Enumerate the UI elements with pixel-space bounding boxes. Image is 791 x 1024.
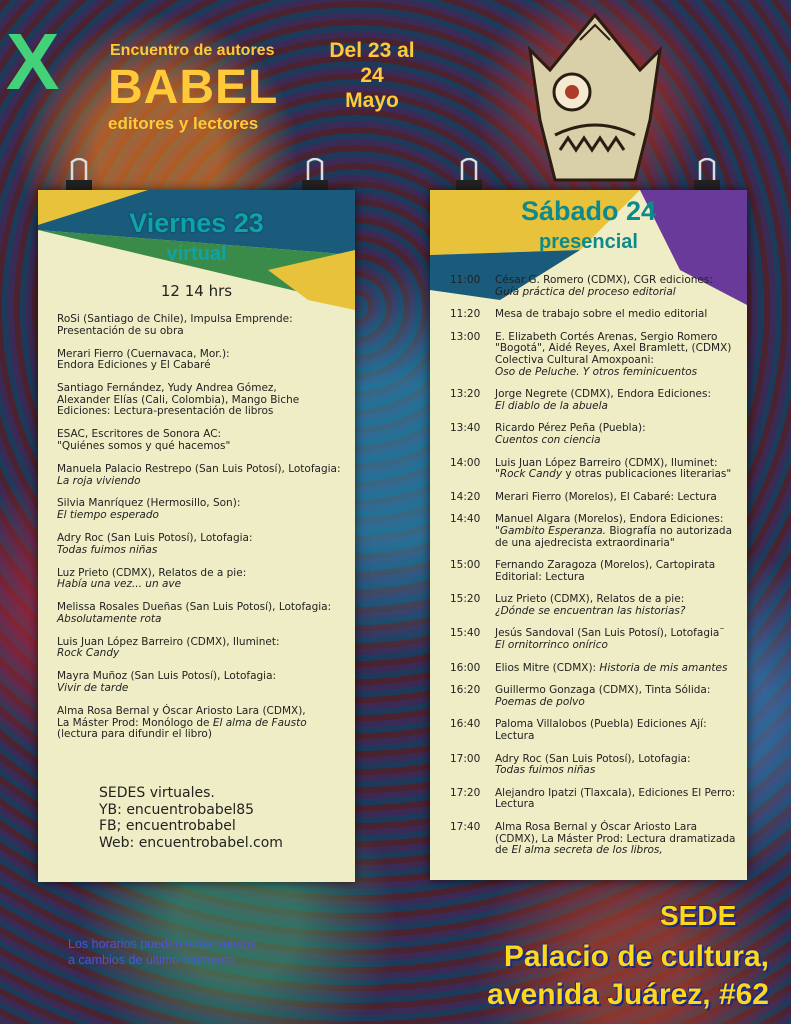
list-item: 16:20 Guillermo Gonzaga (CDMX), Tinta Sólida: Poemas de polvo (450, 684, 711, 708)
saturday-program (450, 275, 742, 857)
list-item: 14:40 Manuel Algara (Morelos), Endora Ediciones: "Gambito Esperanza. Biografía no autorizada de una ajedrecista extraordinaria" (450, 513, 733, 549)
friday-program (57, 314, 347, 752)
fish-illustration (520, 10, 670, 190)
list-item: Alma Rosa Bernal y Óscar Ariosto Lara (CDMX), La Máster Prod: Monólogo de El alma de Fausto (lectura para difundir el libro) (57, 704, 307, 741)
friday-subtitle: virtual (166, 243, 227, 265)
list-item: Merari Fierro (Cuernavaca, Mor.): Endora Ediciones y El Cabaré (57, 347, 230, 372)
list-item: Luis Juan López Barreiro (CDMX), Iluminet: Rock Candy (57, 635, 280, 660)
list-item: 13:20 Jorge Negrete (CDMX), Endora Ediciones: El diablo de la abuela (450, 388, 712, 412)
youtube-channel: YB: encuentrobabel85 (99, 801, 255, 818)
event-name: BABEL (108, 61, 279, 114)
virtual-venues (99, 785, 283, 851)
sedes-title: SEDES virtuales. (99, 785, 215, 801)
list-item: 15:40 Jesús Sandoval (San Luis Potosí), Lotofagia¨ El ornitorrinco onírico (450, 627, 725, 652)
saturday-subtitle: presencial (539, 231, 638, 253)
list-item: RoSi (Santiago de Chile), Impulsa Emprende: Presentación de su obra (57, 313, 293, 337)
list-item: Luz Prieto (CDMX), Relatos de a pie: Había una vez... un ave (57, 566, 247, 591)
list-item: Santiago Fernández, Yudy Andrea Gómez, Alexander Elías (Cali, Colombia), Mango Biche Ediciones: Lectura-presentación de libros (57, 382, 300, 418)
list-item: 17:20 Alejandro Ipatzi (Tlaxcala), Ediciones El Perro: Lectura (450, 786, 736, 811)
list-item: 13:40 Ricardo Pérez Peña (Puebla): Cuentos con ciencia (450, 422, 646, 446)
event-dates (312, 38, 432, 114)
list-item: ESAC, Escritores de Sonora AC: "Quiénes somos y qué hacemos" (57, 428, 231, 452)
list-item: Manuela Palacio Restrepo (San Luis Potosí), Lotofagia: La roja viviendo (57, 462, 341, 487)
list-item: 13:00 E. Elizabeth Cortés Arenas, Sergio Romero "Bogotá", Aidé Reyes, Axel Bramlett, (CDMX) Colectiva Cultural Amoxpoani: Oso de Peluche. Y otros feminicuentos (450, 330, 732, 378)
event-line-bottom: editores y lectores (108, 114, 259, 133)
list-item: 11:00 César G. Romero (CDMX), CGR ediciones: Guía práctica del proceso editorial (450, 274, 713, 298)
event-line-top: Encuentro de autores (110, 42, 275, 59)
list-item: 17:00 Adry Roc (San Luis Potosí), Lotofagia: Todas fuimos niñas (450, 752, 691, 777)
edition-numeral: X (6, 17, 60, 106)
website: Web: encuentrobabel.com (99, 834, 283, 851)
list-item: Melissa Rosales Dueñas (San Luis Potosí), Lotofagia: Absolutamente rota (57, 601, 332, 625)
dates-line-3: Mayo (345, 89, 399, 113)
list-item: 15:00 Fernando Zaragoza (Morelos), Cartopirata Editorial: Lectura (450, 559, 716, 583)
dates-line-1: Del 23 al (329, 39, 415, 62)
list-item: Silvia Manríquez (Hermosillo, Son): El tiempo esperado (57, 497, 241, 522)
friday-hours: 12 14 hrs (160, 282, 233, 300)
list-item: 16:00 Elios Mitre (CDMX): Historia de mis amantes (450, 661, 728, 674)
list-item: 14:20 Merari Fierro (Morelos), El Cabaré: Lectura (450, 490, 717, 503)
list-item: Adry Roc (San Luis Potosí), Lotofagia: Todas fuimos niñas (57, 532, 253, 556)
venue-label: SEDE (660, 900, 737, 931)
venue-address: Palacio de cultura, avenida Juárez, #62 (487, 940, 769, 1011)
saturday-title: Sábado 24 (520, 196, 657, 226)
list-item: 11:20 Mesa de trabajo sobre el medio editorial (450, 308, 708, 321)
list-item: Mayra Muñoz (San Luis Potosí), Lotofagia: Vivir de tarde (57, 670, 277, 694)
facebook-page: FB; encuentrobabel (99, 818, 236, 834)
list-item: 14:00 Luis Juan López Barreiro (CDMX), Iluminet: "Rock Candy y otras publicaciones literarias" (450, 456, 732, 481)
list-item: 15:20 Luz Prieto (CDMX), Relatos de a pie: ¿Dónde se encuentran las historias? (450, 593, 686, 617)
list-item: 17:40 Alma Rosa Bernal y Óscar Ariosto Lara (CDMX), La Máster Prod: Lectura dramatizada de El alma secreta de los libros, (450, 821, 736, 857)
schedule-disclaimer: Los horarios pueden estar sujetos a cambios de último momento (68, 937, 257, 967)
list-item: 16:40 Paloma Villalobos (Puebla) Ediciones Ají: Lectura (450, 718, 707, 743)
friday-title: Viernes 23 (129, 208, 264, 238)
dates-line-2: 24 (360, 64, 384, 88)
